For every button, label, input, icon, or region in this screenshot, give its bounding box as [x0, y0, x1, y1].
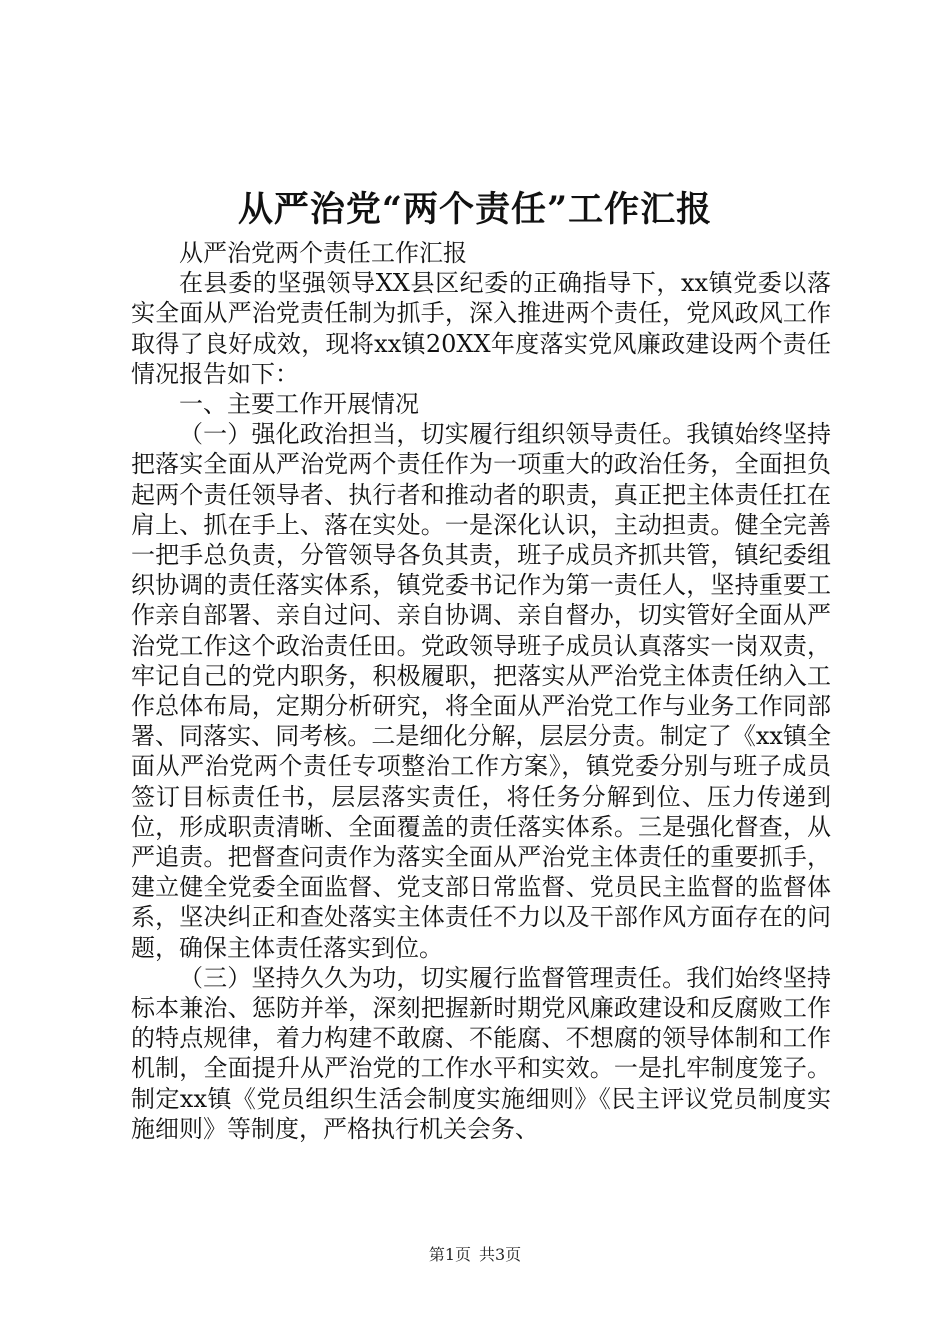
paragraph-section-3: （三）坚持久久为功，切实履行监督管理责任。我们始终坚持标本兼治、惩防并举，深刻把握新时期党风廉政建设和反腐败工作的特点规律，着力构建不敢腐、不能腐、不想腐的领导体制和工作机制，全面提升从严治党的工作水平和实效。一是扎牢制度笼子。制定xx镇《党员组织生活会制度实施细则》《民主评议党员制度实施细则》等制度，严格执行机关会务、: [131, 963, 831, 1143]
page-number: 第1页: [428, 1245, 471, 1264]
document-body: [131, 238, 831, 1144]
document-title: 从严治党“两个责任”工作汇报: [237, 189, 713, 230]
paragraph-section-1: （一）强化政治担当，切实履行组织领导责任。我镇始终坚持把落实全面从严治党两个责任作为一项重大的政治任务，全面担负起两个责任领导者、执行者和推动者的职责，真正把主体责任扛在肩上、抓在手上、落在实处。一是深化认识，主动担责。健全完善一把手总负责，分管领导各负其责，班子成员齐抓共管，镇纪委组织协调的责任落实体系，镇党委书记作为第一责任人，坚持重要工作亲自部署、亲自过问、亲自协调、亲自督办，切实管好全面从严治党工作这个政治责任田。党政领导班子成员认真落实一岗双责，牢记自己的党内职务，积极履职，把落实从严治党主体责任纳入工作总体布局，定期分析研究，将全面从严治党工作与业务工作同部署、同落实、同考核。二是细化分解，层层分责。制定了《xx镇全面从严治党两个责任专项整治工作方案》，镇党委分别与班子成员签订目标责任书，层层落实责任，将任务分解到位、压力传递到位，形成职责清晰、全面覆盖的责任落实体系。三是强化督查，从严追责。把督查问责作为落实全面从严治党主体责任的重要抓手，建立健全党委全面监督、党支部日常监督、党员民主监督的监督体系，坚决纠正和查处落实主体责任不力以及干部作风方面存在的问题，确保主体责任落实到位。: [131, 420, 831, 962]
paragraph-intro: 在县委的坚强领导XX县区纪委的正确指导下，xx镇党委以落实全面从严治党责任制为抓手，深入推进两个责任，党风政风工作取得了良好成效，现将xx镇20XX年度落实党风廉政建设两个责任情况报告如下：: [131, 269, 831, 388]
paragraph-subtitle: 从严治党两个责任工作汇报: [179, 239, 467, 267]
page-total: 共3页: [479, 1245, 522, 1264]
page-footer: [0, 1244, 950, 1266]
section-heading: 一、主要工作开展情况: [179, 390, 419, 419]
